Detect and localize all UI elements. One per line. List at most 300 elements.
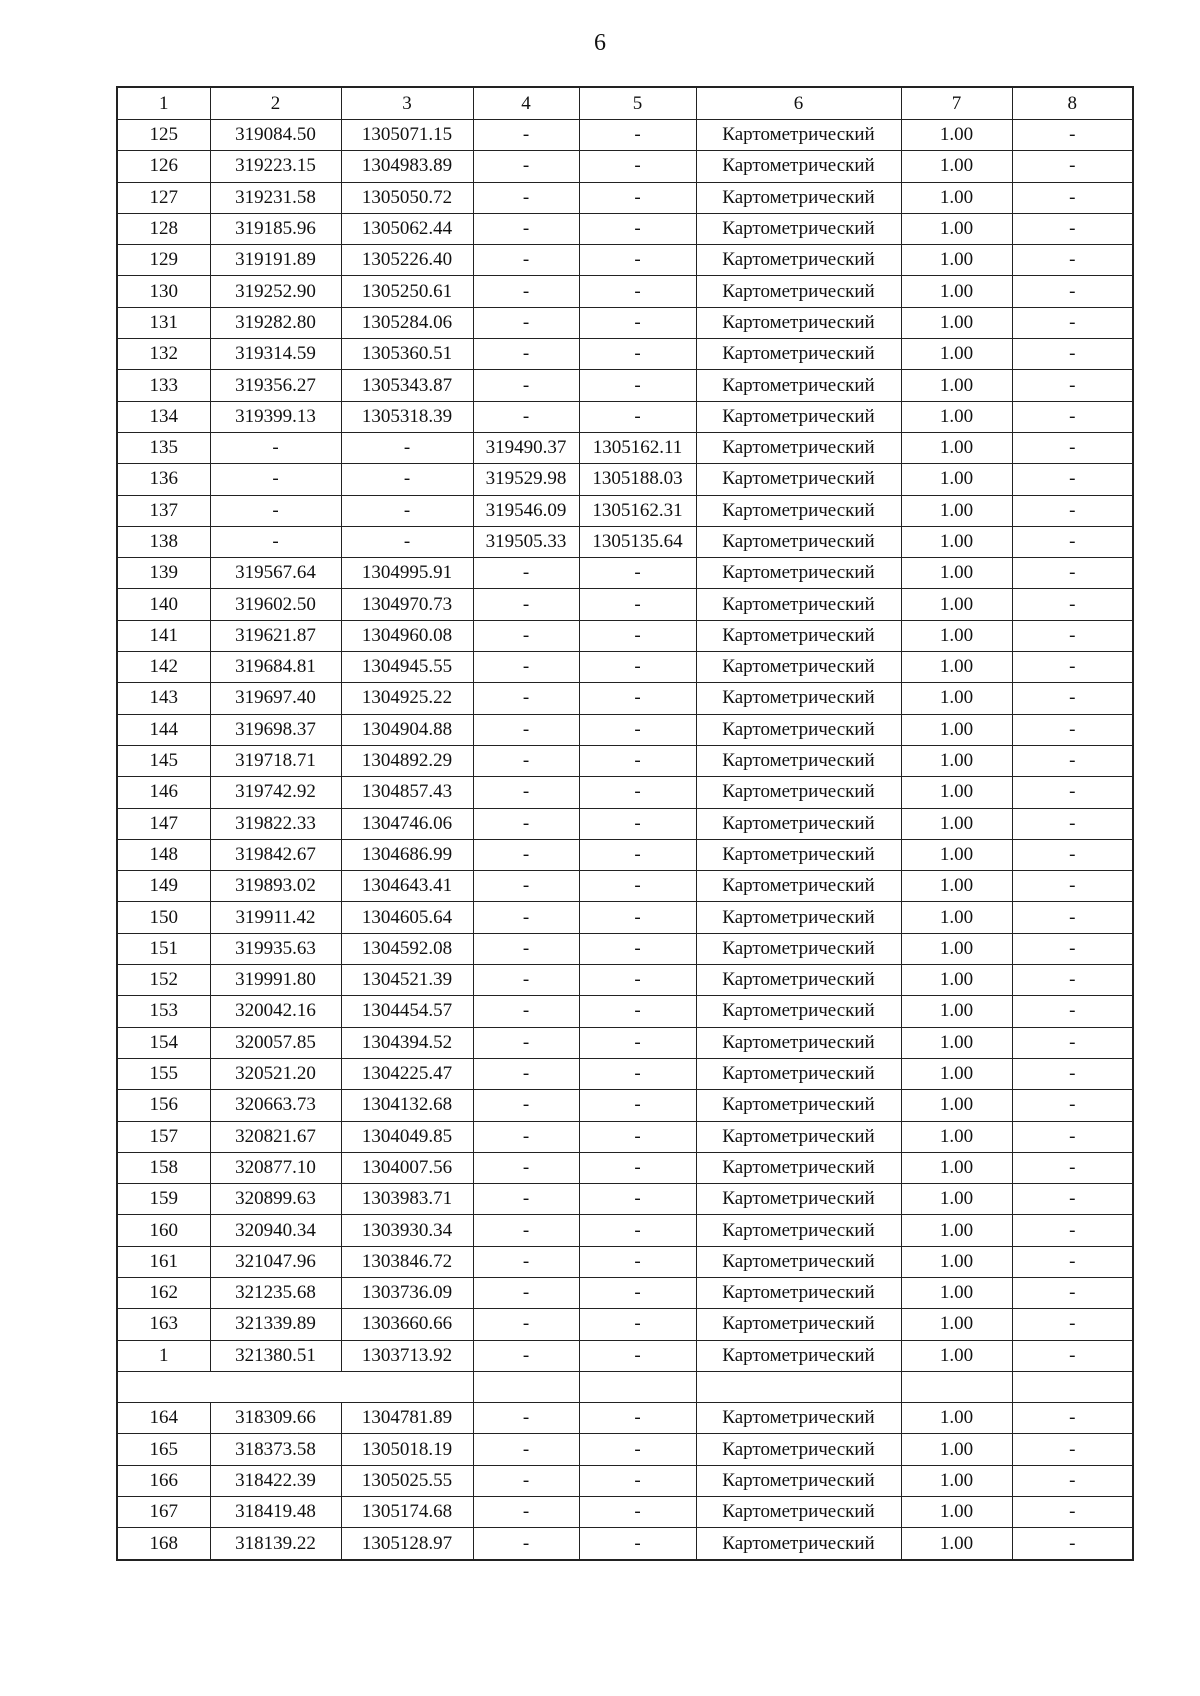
table-cell: - — [473, 1309, 579, 1340]
table-cell: 137 — [117, 495, 210, 526]
table-row — [117, 1184, 1133, 1215]
table-cell: - — [579, 558, 696, 589]
table-row — [117, 432, 1133, 463]
table-cell: 1.00 — [901, 432, 1012, 463]
table-cell: - — [1012, 996, 1133, 1027]
table-cell: - — [579, 276, 696, 307]
table-cell: 319911.42 — [210, 902, 341, 933]
table-cell: - — [473, 370, 579, 401]
table-cell: - — [1012, 620, 1133, 651]
table-cell: 144 — [117, 714, 210, 745]
table-row — [117, 526, 1133, 557]
table-cell: 319282.80 — [210, 307, 341, 338]
table-cell: 1 — [117, 1340, 210, 1371]
table-cell: 320940.34 — [210, 1215, 341, 1246]
table-cell: 1304605.64 — [341, 902, 473, 933]
table-cell: 320877.10 — [210, 1152, 341, 1183]
table-cell: 1.00 — [901, 1090, 1012, 1121]
table-cell: Картометрический — [696, 1497, 901, 1528]
table-cell: - — [1012, 558, 1133, 589]
table-cell: 152 — [117, 965, 210, 996]
table-cell: - — [473, 745, 579, 776]
table-cell: - — [473, 808, 579, 839]
table-cell: 1304686.99 — [341, 839, 473, 870]
table-cell: - — [579, 777, 696, 808]
table-cell: 1304892.29 — [341, 745, 473, 776]
table-cell: 319252.90 — [210, 276, 341, 307]
table-cell: - — [1012, 464, 1133, 495]
table-cell: 1.00 — [901, 182, 1012, 213]
table-cell: 1.00 — [901, 1309, 1012, 1340]
table-cell: - — [579, 965, 696, 996]
table-cell: - — [473, 1215, 579, 1246]
table-cell: 1303736.09 — [341, 1277, 473, 1308]
table-row — [117, 245, 1133, 276]
table-row — [117, 839, 1133, 870]
table-row — [117, 276, 1133, 307]
table-cell: 1305284.06 — [341, 307, 473, 338]
table-cell: 125 — [117, 120, 210, 151]
table-cell: - — [473, 1121, 579, 1152]
table-cell: 319314.59 — [210, 339, 341, 370]
table-cell: - — [473, 1152, 579, 1183]
table-cell: 1304746.06 — [341, 808, 473, 839]
table-cell: - — [579, 1215, 696, 1246]
table-row — [117, 1121, 1133, 1152]
table-cell: - — [473, 683, 579, 714]
table-row — [117, 745, 1133, 776]
table-cell: - — [341, 432, 473, 463]
table-cell: Картометрический — [696, 370, 901, 401]
table-cell: 319718.71 — [210, 745, 341, 776]
table-cell: Картометрический — [696, 902, 901, 933]
table-cell: - — [1012, 777, 1133, 808]
table-cell: 155 — [117, 1058, 210, 1089]
table-cell: 1305162.11 — [579, 432, 696, 463]
table-cell: 319191.89 — [210, 245, 341, 276]
table-cell: 1305071.15 — [341, 120, 473, 151]
table-row — [117, 714, 1133, 745]
table-cell: - — [579, 1027, 696, 1058]
table-row — [117, 1246, 1133, 1277]
table-cell: - — [473, 589, 579, 620]
table-cell: 1.00 — [901, 996, 1012, 1027]
table-cell: - — [579, 120, 696, 151]
table-cell: 1305188.03 — [579, 464, 696, 495]
header-cell: 1 — [117, 87, 210, 120]
table-cell: Картометрический — [696, 1058, 901, 1089]
table-cell: 1304904.88 — [341, 714, 473, 745]
table-cell: 1304132.68 — [341, 1090, 473, 1121]
table-cell: 1305128.97 — [341, 1528, 473, 1560]
table-cell: - — [579, 745, 696, 776]
table-cell: - — [579, 652, 696, 683]
table-cell: 1305062.44 — [341, 213, 473, 244]
table-cell: Картометрический — [696, 495, 901, 526]
table-cell: 157 — [117, 1121, 210, 1152]
table-row — [117, 589, 1133, 620]
table-row — [117, 902, 1133, 933]
table-cell: 321235.68 — [210, 1277, 341, 1308]
table-row — [117, 808, 1133, 839]
table-cell: - — [473, 401, 579, 432]
table-cell: 131 — [117, 307, 210, 338]
table-cell: - — [1012, 120, 1133, 151]
table-cell: - — [1012, 1340, 1133, 1371]
table-cell: 1.00 — [901, 620, 1012, 651]
table-cell: 1304995.91 — [341, 558, 473, 589]
table-cell: 166 — [117, 1465, 210, 1496]
table-cell: 319223.15 — [210, 151, 341, 182]
table-cell: 1304970.73 — [341, 589, 473, 620]
table-cell: Картометрический — [696, 526, 901, 557]
table-cell: Картометрический — [696, 401, 901, 432]
table-cell: - — [1012, 213, 1133, 244]
coordinates-table — [116, 86, 1134, 1561]
table-row — [117, 464, 1133, 495]
table-cell: 1304454.57 — [341, 996, 473, 1027]
table-cell: - — [473, 839, 579, 870]
table-cell: - — [579, 902, 696, 933]
table-cell: 135 — [117, 432, 210, 463]
table-cell: Картометрический — [696, 213, 901, 244]
table-cell: - — [1012, 1497, 1133, 1528]
table-cell: 319546.09 — [473, 495, 579, 526]
table-cell: 159 — [117, 1184, 210, 1215]
table-row — [117, 1497, 1133, 1528]
table-row — [117, 182, 1133, 213]
table-cell: - — [579, 1152, 696, 1183]
table-cell: Картометрический — [696, 996, 901, 1027]
table-cell: 1.00 — [901, 1277, 1012, 1308]
table-cell: 1.00 — [901, 1465, 1012, 1496]
table-cell: - — [1012, 339, 1133, 370]
table-cell: - — [473, 120, 579, 151]
table-cell: - — [1012, 245, 1133, 276]
table-row — [117, 307, 1133, 338]
table-cell: - — [1012, 714, 1133, 745]
table-cell: 319935.63 — [210, 933, 341, 964]
table-cell: 319991.80 — [210, 965, 341, 996]
table-cell: - — [1012, 839, 1133, 870]
table-cell: Картометрический — [696, 307, 901, 338]
table-cell: 1304521.39 — [341, 965, 473, 996]
table-cell: 1.00 — [901, 871, 1012, 902]
table-cell: - — [579, 370, 696, 401]
table-cell: 160 — [117, 1215, 210, 1246]
table-cell: 1304225.47 — [341, 1058, 473, 1089]
table-cell: 319697.40 — [210, 683, 341, 714]
table-cell: - — [473, 777, 579, 808]
table-cell: 1.00 — [901, 1058, 1012, 1089]
table-cell: 145 — [117, 745, 210, 776]
table-cell: - — [579, 1403, 696, 1434]
table-cell: 1303660.66 — [341, 1309, 473, 1340]
table-cell: Картометрический — [696, 182, 901, 213]
table-cell: 319529.98 — [473, 464, 579, 495]
table-row — [117, 1340, 1133, 1371]
table-cell: Картометрический — [696, 589, 901, 620]
table-cell: 318309.66 — [210, 1403, 341, 1434]
page-number: 6 — [594, 30, 606, 56]
table-cell: 1304592.08 — [341, 933, 473, 964]
table-cell: 1304781.89 — [341, 1403, 473, 1434]
table-cell: 1.00 — [901, 589, 1012, 620]
table-cell: 1.00 — [901, 1434, 1012, 1465]
table-cell: - — [473, 339, 579, 370]
table-row — [117, 871, 1133, 902]
table-cell: 1.00 — [901, 1152, 1012, 1183]
table-cell: - — [579, 1309, 696, 1340]
table-cell: 321047.96 — [210, 1246, 341, 1277]
table-cell: Картометрический — [696, 151, 901, 182]
separator-cell — [696, 1371, 901, 1402]
table-cell: 149 — [117, 871, 210, 902]
table-cell: 129 — [117, 245, 210, 276]
table-cell: Картометрический — [696, 120, 901, 151]
table-cell: Картометрический — [696, 432, 901, 463]
table-cell: 321339.89 — [210, 1309, 341, 1340]
table-cell: 141 — [117, 620, 210, 651]
table-cell: Картометрический — [696, 620, 901, 651]
table-cell: 1.00 — [901, 339, 1012, 370]
table-cell: - — [579, 871, 696, 902]
table-cell: 1305135.64 — [579, 526, 696, 557]
table-cell: - — [473, 871, 579, 902]
table-row — [117, 1027, 1133, 1058]
table-cell: - — [1012, 307, 1133, 338]
table-cell: 1305025.55 — [341, 1465, 473, 1496]
table-cell: Картометрический — [696, 1465, 901, 1496]
table-row — [117, 339, 1133, 370]
table-cell: 319893.02 — [210, 871, 341, 902]
table-cell: Картометрический — [696, 1090, 901, 1121]
table-cell: Картометрический — [696, 276, 901, 307]
table-cell: - — [473, 276, 579, 307]
table-cell: - — [1012, 1027, 1133, 1058]
table-cell: 1.00 — [901, 683, 1012, 714]
table-cell: 1.00 — [901, 1340, 1012, 1371]
table-cell: - — [579, 182, 696, 213]
table-cell: 1304983.89 — [341, 151, 473, 182]
table-cell: - — [210, 464, 341, 495]
table-cell: - — [1012, 1246, 1133, 1277]
table-cell: 1305318.39 — [341, 401, 473, 432]
table-cell: - — [341, 464, 473, 495]
table-cell: - — [579, 1121, 696, 1152]
table-row — [117, 1465, 1133, 1496]
table-cell: - — [1012, 683, 1133, 714]
table-cell: - — [579, 307, 696, 338]
table-cell: 319567.64 — [210, 558, 341, 589]
table-cell: Картометрический — [696, 245, 901, 276]
table-cell: - — [1012, 1403, 1133, 1434]
table-cell: 1303930.34 — [341, 1215, 473, 1246]
table-cell: - — [473, 714, 579, 745]
table-row — [117, 1277, 1133, 1308]
table-cell: 320521.20 — [210, 1058, 341, 1089]
table-row — [117, 151, 1133, 182]
table-cell: 1.00 — [901, 1497, 1012, 1528]
table-cell: 168 — [117, 1528, 210, 1560]
table-cell: 130 — [117, 276, 210, 307]
table-cell: - — [579, 1497, 696, 1528]
table-cell: - — [579, 213, 696, 244]
table-cell: - — [210, 432, 341, 463]
header-cell: 6 — [696, 87, 901, 120]
table-cell: Картометрический — [696, 1403, 901, 1434]
table-cell: Картометрический — [696, 933, 901, 964]
table-cell: - — [1012, 1058, 1133, 1089]
table-cell: 1.00 — [901, 151, 1012, 182]
table-cell: - — [1012, 871, 1133, 902]
table-cell: - — [1012, 182, 1133, 213]
table-cell: - — [1012, 1309, 1133, 1340]
table-cell: 1.00 — [901, 526, 1012, 557]
header-cell: 4 — [473, 87, 579, 120]
table-cell: - — [579, 1528, 696, 1560]
table-cell: 1.00 — [901, 902, 1012, 933]
table-cell: 127 — [117, 182, 210, 213]
table-cell: Картометрический — [696, 1246, 901, 1277]
table-row — [117, 1309, 1133, 1340]
table-cell: - — [1012, 808, 1133, 839]
table-cell: 153 — [117, 996, 210, 1027]
separator-cell — [1012, 1371, 1133, 1402]
table-cell: 139 — [117, 558, 210, 589]
table-cell: - — [579, 1340, 696, 1371]
table-cell: 1305360.51 — [341, 339, 473, 370]
table-cell: - — [1012, 589, 1133, 620]
table-row — [117, 1152, 1133, 1183]
table-cell: 1.00 — [901, 714, 1012, 745]
table-cell: - — [473, 213, 579, 244]
table-cell: 1.00 — [901, 839, 1012, 870]
table-cell: 1303713.92 — [341, 1340, 473, 1371]
table-row — [117, 558, 1133, 589]
table-cell: - — [473, 1090, 579, 1121]
table-cell: 1305162.31 — [579, 495, 696, 526]
table-cell: Картометрический — [696, 808, 901, 839]
table-cell: - — [1012, 965, 1133, 996]
table-cell: 319621.87 — [210, 620, 341, 651]
table-cell: 133 — [117, 370, 210, 401]
separator-row — [117, 1371, 1133, 1402]
table-cell: - — [473, 933, 579, 964]
table-cell: 1.00 — [901, 777, 1012, 808]
table-cell: 1.00 — [901, 245, 1012, 276]
table-cell: 1.00 — [901, 745, 1012, 776]
table-cell: - — [579, 339, 696, 370]
table-cell: 1.00 — [901, 1246, 1012, 1277]
table-cell: - — [473, 965, 579, 996]
table-cell: - — [1012, 526, 1133, 557]
table-row — [117, 1058, 1133, 1089]
table-cell: 318373.58 — [210, 1434, 341, 1465]
table-header-row — [117, 87, 1133, 120]
table-cell: 320821.67 — [210, 1121, 341, 1152]
table-cell: 319185.96 — [210, 213, 341, 244]
table-row — [117, 683, 1133, 714]
header-cell: 5 — [579, 87, 696, 120]
table-cell: - — [473, 652, 579, 683]
table-row — [117, 1434, 1133, 1465]
table-cell: 1304960.08 — [341, 620, 473, 651]
table-cell: - — [579, 996, 696, 1027]
table-cell: - — [473, 151, 579, 182]
table-cell: Картометрический — [696, 1184, 901, 1215]
table-cell: - — [1012, 1184, 1133, 1215]
table-cell: 1.00 — [901, 276, 1012, 307]
table-cell: - — [1012, 1215, 1133, 1246]
table-cell: 1.00 — [901, 1027, 1012, 1058]
table-cell: 1303846.72 — [341, 1246, 473, 1277]
table-cell: - — [1012, 151, 1133, 182]
table-cell: 1.00 — [901, 213, 1012, 244]
table-cell: - — [579, 1465, 696, 1496]
table-cell: - — [473, 996, 579, 1027]
table-cell: 1.00 — [901, 307, 1012, 338]
table-cell: 319084.50 — [210, 120, 341, 151]
table-cell: - — [473, 1497, 579, 1528]
table-row — [117, 1403, 1133, 1434]
table-cell: 319356.27 — [210, 370, 341, 401]
table-cell: 1305250.61 — [341, 276, 473, 307]
table-cell: - — [473, 1184, 579, 1215]
table-cell: - — [1012, 276, 1133, 307]
table-cell: 320042.16 — [210, 996, 341, 1027]
table-cell: 319742.92 — [210, 777, 341, 808]
table-cell: Картометрический — [696, 464, 901, 495]
separator-cell — [473, 1371, 579, 1402]
table-cell: - — [473, 307, 579, 338]
table-cell: - — [579, 1246, 696, 1277]
table-cell: 156 — [117, 1090, 210, 1121]
table-cell: 318139.22 — [210, 1528, 341, 1560]
table-cell: 1.00 — [901, 1121, 1012, 1152]
table-cell: 319490.37 — [473, 432, 579, 463]
table-cell: 163 — [117, 1309, 210, 1340]
table-cell: 162 — [117, 1277, 210, 1308]
table-cell: 319698.37 — [210, 714, 341, 745]
table-cell: 143 — [117, 683, 210, 714]
table-cell: - — [579, 1184, 696, 1215]
table-cell: 320899.63 — [210, 1184, 341, 1215]
table-cell: 1.00 — [901, 1528, 1012, 1560]
table-cell: Картометрический — [696, 714, 901, 745]
table-cell: 136 — [117, 464, 210, 495]
table-cell: - — [579, 1277, 696, 1308]
table-cell: - — [1012, 1434, 1133, 1465]
table-cell: 126 — [117, 151, 210, 182]
table-cell: 321380.51 — [210, 1340, 341, 1371]
table-cell: Картометрический — [696, 1277, 901, 1308]
table-cell: - — [1012, 432, 1133, 463]
table-cell: 1304007.56 — [341, 1152, 473, 1183]
table-cell: 1304394.52 — [341, 1027, 473, 1058]
header-cell: 2 — [210, 87, 341, 120]
table-cell: - — [579, 245, 696, 276]
table-cell: Картометрический — [696, 871, 901, 902]
header-cell: 8 — [1012, 87, 1133, 120]
table-cell: 320057.85 — [210, 1027, 341, 1058]
table-cell: Картометрический — [696, 1152, 901, 1183]
table-cell: - — [579, 1058, 696, 1089]
table-cell: Картометрический — [696, 1027, 901, 1058]
table-cell: - — [341, 495, 473, 526]
table-cell: - — [1012, 495, 1133, 526]
table-cell: 1.00 — [901, 370, 1012, 401]
